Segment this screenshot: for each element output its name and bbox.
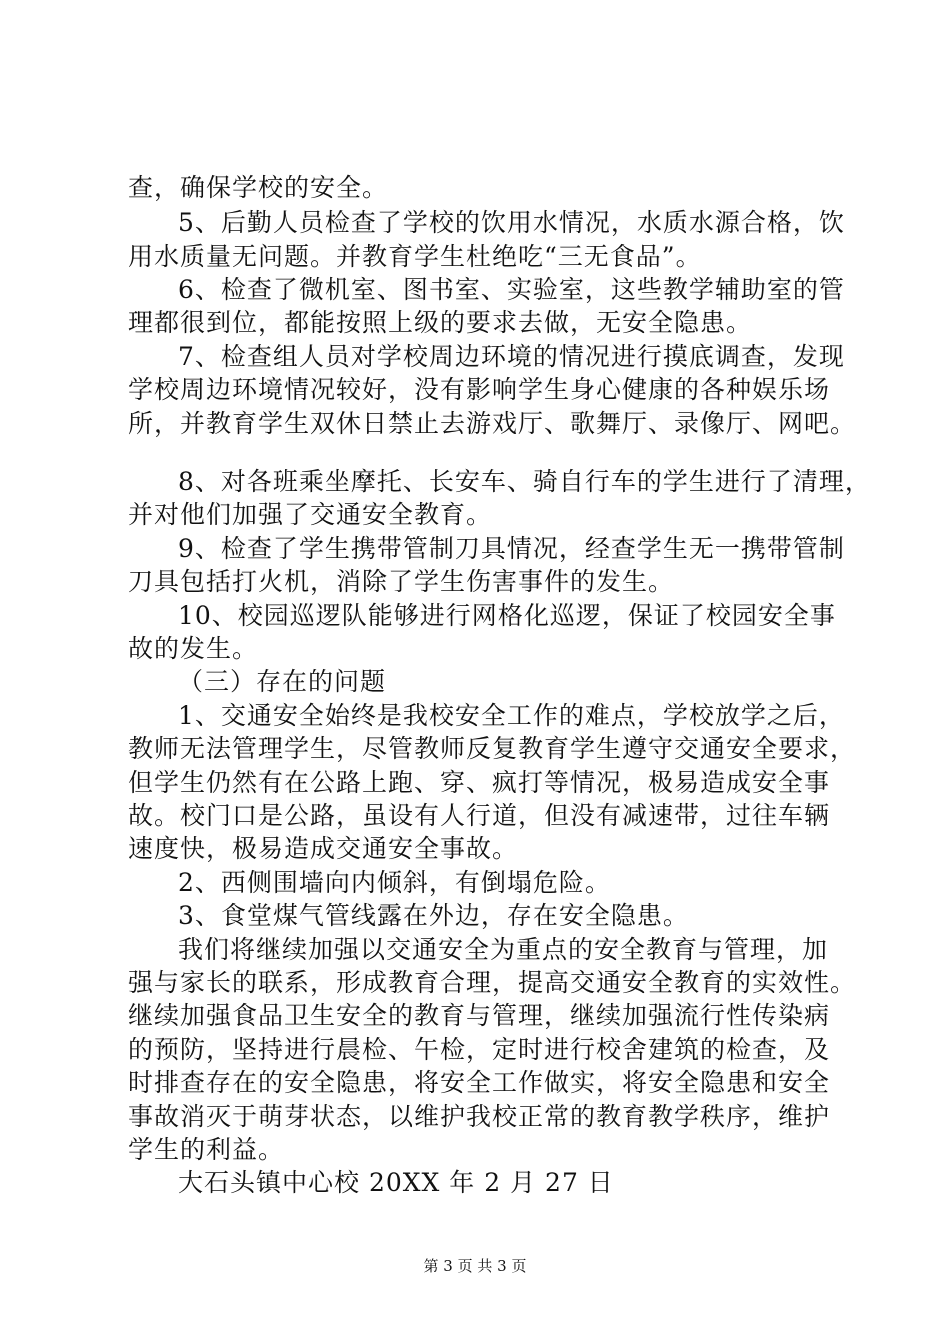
text-line: 6、检查了微机室、图书室、实验室，这些教学辅助室的管 (178, 275, 845, 304)
text-line: 7、检查组人员对学校周边环境的情况进行摸底调查，发现 (178, 342, 845, 371)
text-line: 故。校门口是公路，虽设有人行道，但没有减速带，过往车辆 (128, 801, 831, 830)
text-line: 教师无法管理学生，尽管教师反复教育学生遵守交通安全要求， (128, 734, 857, 763)
text-line: 我们将继续加强以交通安全为重点的安全教育与管理，加 (178, 935, 829, 964)
signature-date-line: 大石头镇中心校 20XX 年 2 月 27 日 (178, 1168, 614, 1197)
text-line: 的预防，坚持进行晨检、午检，定时进行校舍建筑的检查，及 (128, 1035, 831, 1064)
section-heading: （三）存在的问题 (178, 667, 387, 696)
text-line: 继续加强食品卫生安全的教育与管理，继续加强流行性传染病 (128, 1001, 831, 1030)
text-line: 8、对各班乘坐摩托、长安车、骑自行车的学生进行了清理， (178, 467, 871, 496)
text-line: 速度快，极易造成交通安全事故。 (128, 834, 519, 863)
text-line: 强与家长的联系，形成教育合理，提高交通安全教育的实效性。 (128, 968, 857, 997)
text-line: 学校周边环境情况较好，没有影响学生身心健康的各种娱乐场 (128, 375, 831, 404)
text-line: 理都很到位，都能按照上级的要求去做，无安全隐患。 (128, 308, 753, 337)
text-line: 用水质量无问题。并教育学生杜绝吃“三无食品”。 (128, 242, 702, 271)
text-line: 查，确保学校的安全。 (128, 173, 389, 202)
page-footer: 第 3 页 共 3 页 (423, 1257, 527, 1275)
text-line: 学生的利益。 (128, 1135, 285, 1164)
text-line: 刀具包括打火机，消除了学生伤害事件的发生。 (128, 567, 675, 596)
text-line: 2、西侧围墙向内倾斜，有倒塌危险。 (178, 868, 611, 897)
text-line: 时排查存在的安全隐患，将安全工作做实，将安全隐患和安全 (128, 1068, 831, 1097)
text-line: 1、交通安全始终是我校安全工作的难点，学校放学之后， (178, 701, 845, 730)
text-line: 9、检查了学生携带管制刀具情况，经查学生无一携带管制 (178, 534, 845, 563)
text-line: 所，并教育学生双休日禁止去游戏厅、歌舞厅、录像厅、网吧。 (128, 409, 857, 438)
text-line: 事故消灭于萌芽状态，以维护我校正常的教育教学秩序，维护 (128, 1102, 831, 1131)
text-line: 但学生仍然有在公路上跑、穿、疯打等情况，极易造成安全事 (128, 768, 831, 797)
text-line: 故的发生。 (128, 634, 259, 663)
text-line: 3、食堂煤气管线露在外边，存在安全隐患。 (178, 901, 689, 930)
text-line: 5、后勤人员检查了学校的饮用水情况，水质水源合格，饮 (178, 208, 845, 237)
text-line: 并对他们加强了交通安全教育。 (128, 500, 493, 529)
text-line: 10、校园巡逻队能够进行网格化巡逻，保证了校园安全事 (178, 601, 836, 630)
